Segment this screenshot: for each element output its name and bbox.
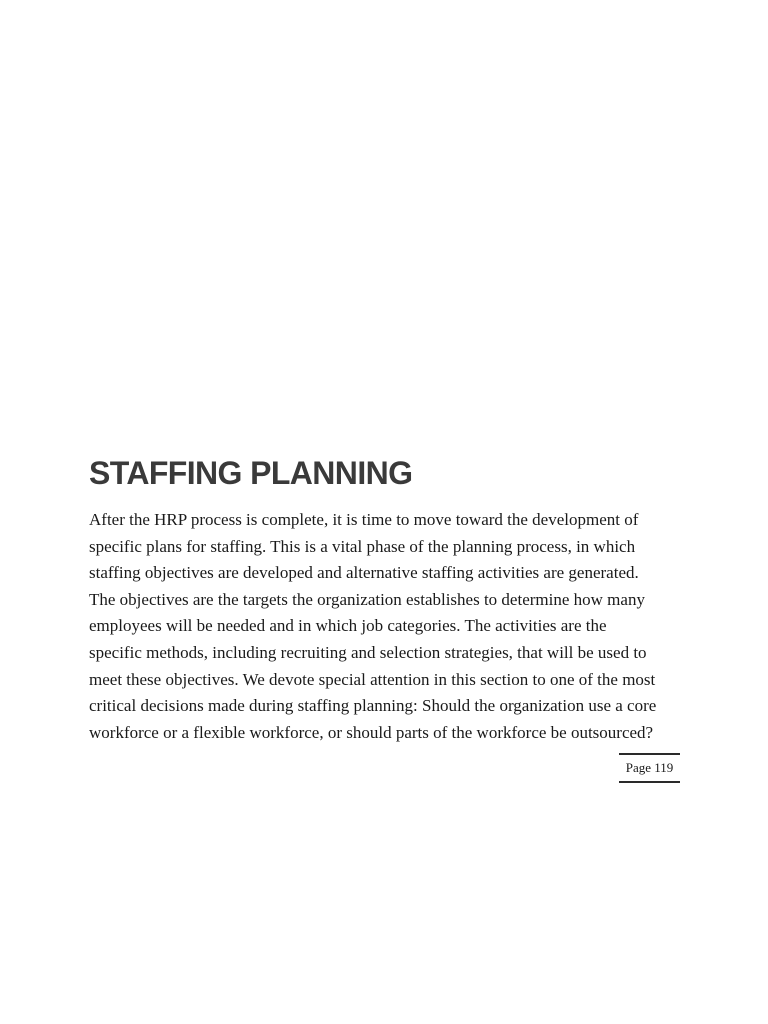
paragraph-line: specific methods, including recruiting and selection strategies, that will be used to [89, 642, 647, 662]
body-paragraph [89, 507, 689, 746]
paragraph-line: workforce or a flexible workforce, or should parts of the workforce be outsourced? [89, 722, 654, 742]
paragraph-line: The objectives are the targets the organization establishes to determine how many [89, 589, 645, 609]
page-number: Page 119 [619, 753, 680, 783]
section-heading: STAFFING PLANNING [89, 455, 413, 491]
paragraph-line: specific plans for staffing. This is a vital phase of the planning process, in which [89, 536, 636, 556]
paragraph-line: employees will be needed and in which job categories. The activities are the [89, 616, 607, 636]
paragraph-line: After the HRP process is complete, it is time to move toward the development of [89, 510, 639, 529]
paragraph-line: critical decisions made during staffing planning: Should the organization use a core [89, 696, 657, 716]
paragraph-line: staffing objectives are developed and alternative staffing activities are generated. [89, 563, 639, 583]
paragraph-line: meet these objectives. We devote special attention in this section to one of the most [89, 669, 656, 689]
